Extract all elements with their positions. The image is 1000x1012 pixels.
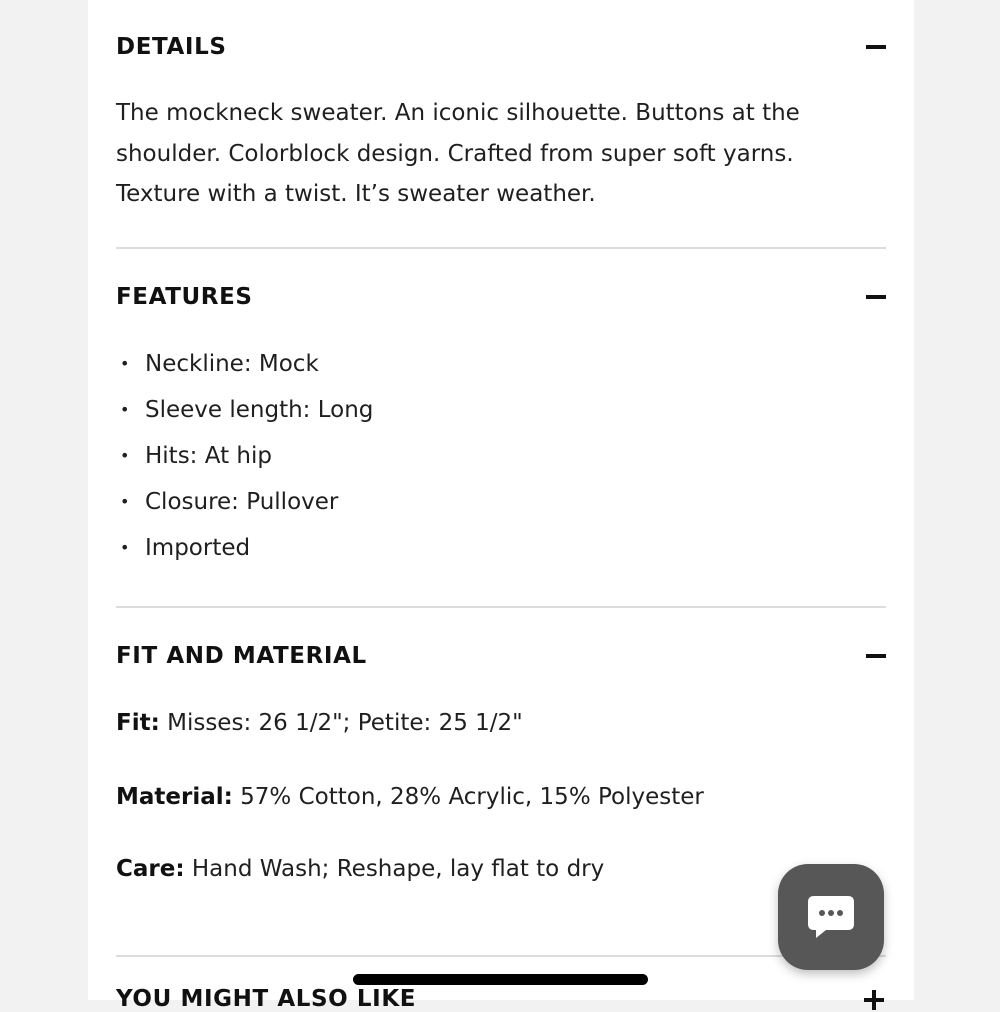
details-title: DETAILS xyxy=(116,34,227,60)
home-indicator[interactable] xyxy=(353,974,648,985)
fit-material-collapse-toggle[interactable] xyxy=(846,636,886,676)
fit-label: Fit: xyxy=(116,710,160,736)
feature-text: Imported xyxy=(145,535,251,561)
divider xyxy=(116,247,886,249)
details-section xyxy=(116,27,886,215)
plus-icon[interactable] xyxy=(864,990,884,1010)
feature-text: Closure: Pullover xyxy=(145,489,339,515)
features-section xyxy=(116,277,886,574)
minus-icon xyxy=(866,45,886,49)
fit-value: Misses: 26 1/2"; Petite: 25 1/2" xyxy=(167,710,523,736)
material-line xyxy=(116,777,704,817)
bullet-icon: • xyxy=(120,400,130,419)
feature-text: Neckline: Mock xyxy=(145,351,319,377)
list-item xyxy=(116,482,886,528)
list-item xyxy=(116,344,886,390)
features-collapse-toggle[interactable] xyxy=(846,277,886,317)
material-value: 57% Cotton, 28% Acrylic, 15% Polyester xyxy=(240,784,704,810)
divider xyxy=(116,606,886,608)
chat-bubble-icon xyxy=(806,894,856,940)
chat-button[interactable] xyxy=(778,864,884,970)
list-item xyxy=(116,528,886,574)
product-info-panel xyxy=(88,0,914,1000)
minus-icon xyxy=(866,295,886,299)
bullet-icon: • xyxy=(120,492,130,511)
fit-material-section xyxy=(116,636,886,882)
details-description: The mockneck sweater. An iconic silhouette. Buttons at the shoulder. Colorblock design. Crafted from super soft yarns. Texture with a twist. It’s sweater weather. xyxy=(116,100,800,207)
feature-text: Sleeve length: Long xyxy=(145,397,374,423)
care-line xyxy=(116,849,604,889)
details-header[interactable] xyxy=(116,27,886,67)
fit-line xyxy=(116,703,523,743)
feature-text: Hits: At hip xyxy=(145,443,272,469)
minus-icon xyxy=(866,654,886,658)
fit-material-header[interactable] xyxy=(116,636,886,676)
bullet-icon: • xyxy=(120,446,130,465)
divider xyxy=(116,955,886,957)
features-title: FEATURES xyxy=(116,284,253,310)
list-item xyxy=(116,436,886,482)
material-label: Material: xyxy=(116,784,233,810)
bullet-icon: • xyxy=(120,354,130,373)
care-value: Hand Wash; Reshape, lay flat to dry xyxy=(191,856,605,882)
care-label: Care: xyxy=(116,856,185,882)
bullet-icon: • xyxy=(120,538,130,557)
features-header[interactable] xyxy=(116,277,886,317)
fit-material-title: FIT AND MATERIAL xyxy=(116,643,367,669)
you-might-also-like-title[interactable]: YOU MIGHT ALSO LIKE xyxy=(116,986,417,1012)
features-list xyxy=(116,344,886,574)
list-item xyxy=(116,390,886,436)
details-collapse-toggle[interactable] xyxy=(846,27,886,67)
